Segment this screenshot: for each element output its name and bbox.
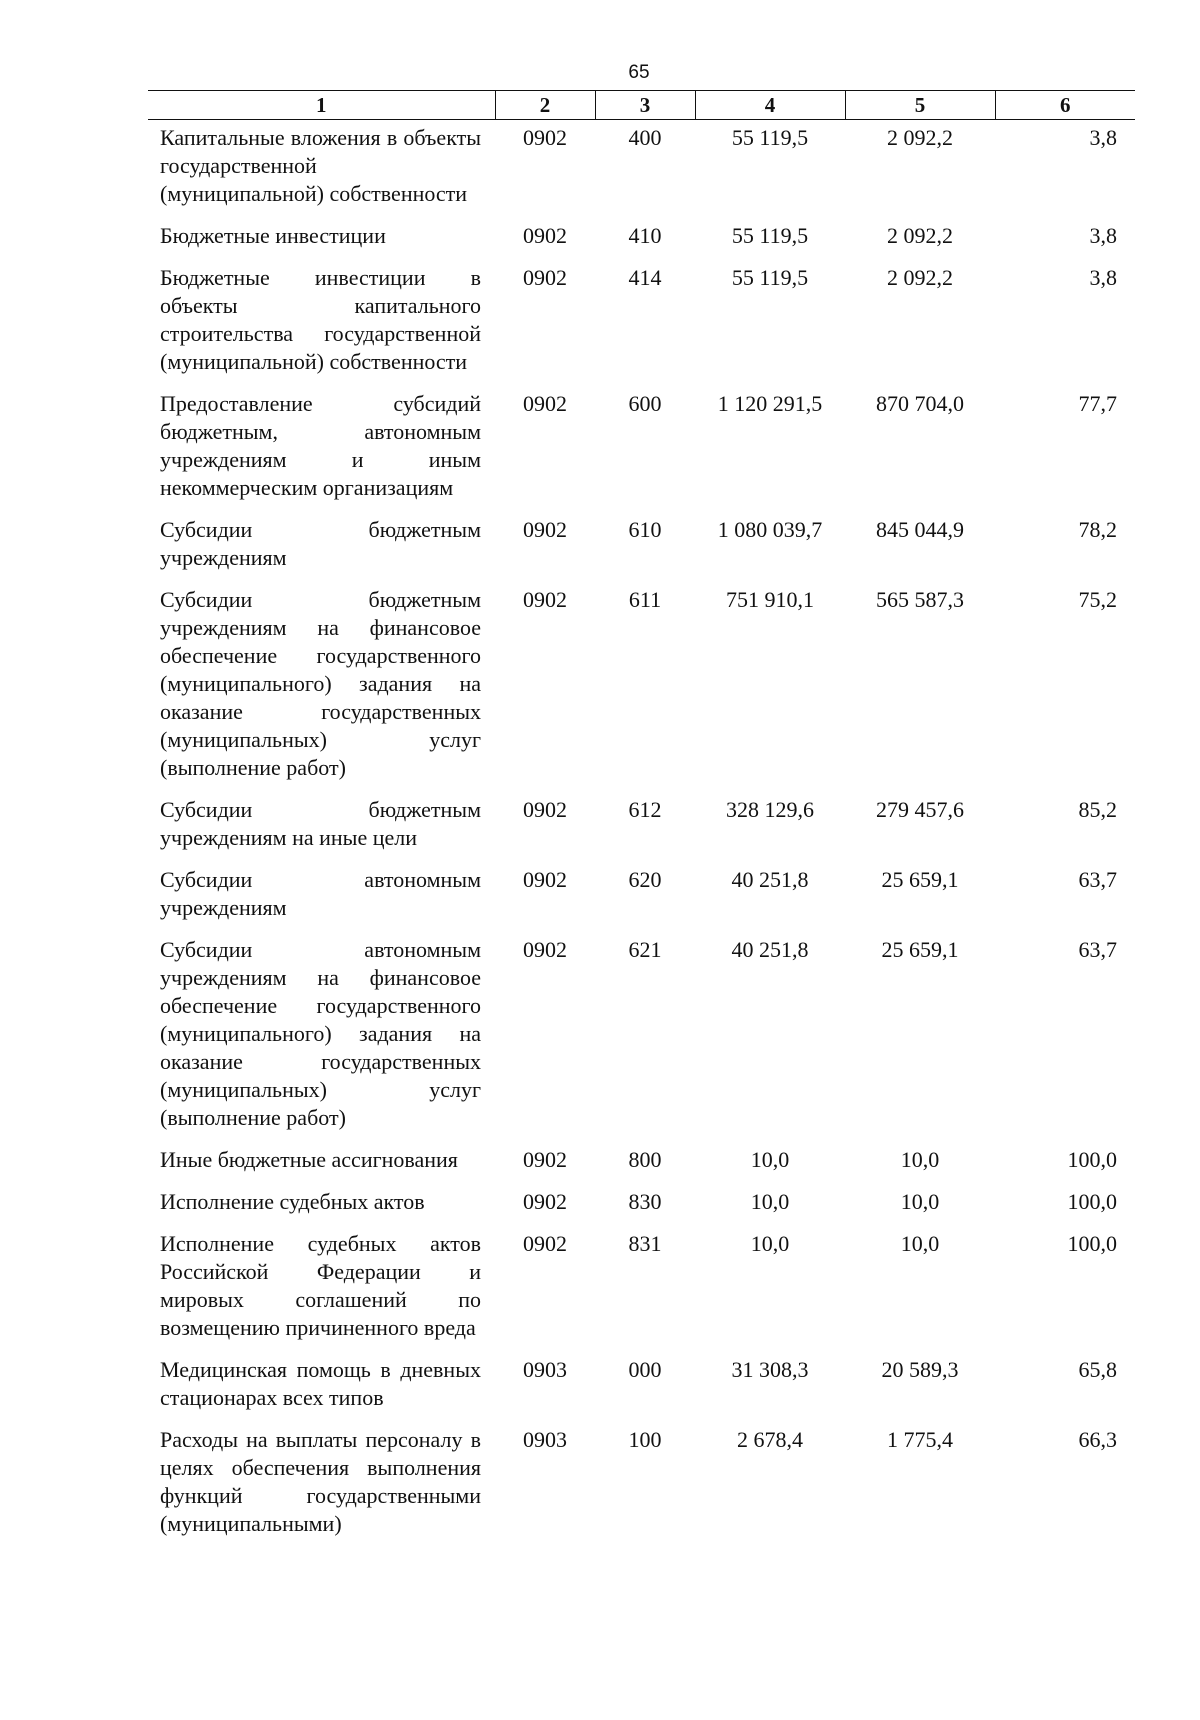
table-row [148, 1426, 1135, 1552]
row-executed: 25 659,1 [881, 937, 959, 962]
row-percent: 3,8 [1089, 265, 1117, 290]
row-name: Субсидии бюджетным учреждениям [160, 517, 481, 570]
row-plan: 40 251,8 [731, 937, 809, 962]
header-col-4: 4 [695, 91, 845, 120]
page-number: 65 [628, 62, 650, 83]
row-section: 0902 [523, 1147, 567, 1172]
row-name: Субсидии автономным учреждениям [160, 867, 481, 920]
row-code: 831 [628, 1231, 662, 1256]
row-plan: 10,0 [750, 1189, 790, 1214]
row-percent: 65,8 [1078, 1357, 1117, 1382]
row-percent: 3,8 [1089, 125, 1117, 150]
table-row [148, 516, 1135, 586]
row-section: 0902 [523, 265, 567, 290]
row-name: Капитальные вложения в объекты государственной (муниципальной) собственности [160, 125, 481, 206]
row-executed: 870 704,0 [876, 391, 964, 416]
row-plan: 10,0 [750, 1147, 790, 1172]
table-row [148, 1188, 1135, 1230]
header-col-1: 1 [148, 91, 495, 120]
row-percent: 3,8 [1089, 223, 1117, 248]
row-plan: 55 119,5 [731, 125, 809, 150]
row-code: 612 [628, 797, 662, 822]
row-executed: 279 457,6 [876, 797, 964, 822]
row-executed: 10,0 [900, 1189, 940, 1214]
row-code: 800 [628, 1147, 662, 1172]
row-executed: 1 775,4 [887, 1427, 953, 1452]
row-percent: 75,2 [1078, 587, 1117, 612]
table-row [148, 120, 1135, 223]
row-code: 400 [628, 125, 662, 150]
table-body [148, 120, 1135, 1553]
row-name: Медицинская помощь в дневных стационарах всех типов [160, 1357, 481, 1410]
row-percent: 85,2 [1078, 797, 1117, 822]
row-name: Субсидии бюджетным учреждениям на иные цели [160, 797, 481, 850]
header-col-2: 2 [495, 91, 595, 120]
row-section: 0902 [523, 517, 567, 542]
row-name: Иные бюджетные ассигнования [160, 1147, 458, 1172]
table-row [148, 866, 1135, 936]
row-section: 0902 [523, 1231, 567, 1256]
row-plan: 1 120 291,5 [717, 391, 823, 416]
table-row [148, 264, 1135, 390]
table-row [148, 936, 1135, 1146]
row-name: Бюджетные инвестиции в объекты капитального строительства государственной (муниципальной) собственности [160, 265, 481, 374]
header-col-6: 6 [995, 91, 1135, 120]
row-plan: 2 678,4 [737, 1427, 803, 1452]
row-executed: 20 589,3 [881, 1357, 959, 1382]
row-section: 0902 [523, 125, 567, 150]
row-section: 0902 [523, 391, 567, 416]
row-name: Исполнение судебных актов [160, 1189, 425, 1214]
row-executed: 2 092,2 [887, 265, 953, 290]
row-executed: 2 092,2 [887, 125, 953, 150]
table-row [148, 1146, 1135, 1188]
row-percent: 63,7 [1078, 937, 1117, 962]
row-code: 100 [628, 1427, 662, 1452]
row-name: Расходы на выплаты персоналу в целях обеспечения выполнения функций государственными (муниципальными) [160, 1427, 481, 1536]
row-executed: 10,0 [900, 1231, 940, 1256]
table-row [148, 796, 1135, 866]
row-executed: 845 044,9 [876, 517, 964, 542]
row-plan: 328 129,6 [726, 797, 814, 822]
row-plan: 40 251,8 [731, 867, 809, 892]
header-col-5: 5 [845, 91, 995, 120]
row-section: 0903 [523, 1427, 567, 1452]
row-plan: 751 910,1 [726, 587, 814, 612]
row-section: 0902 [523, 937, 567, 962]
row-plan: 55 119,5 [731, 223, 809, 248]
row-percent: 100,0 [1067, 1189, 1117, 1214]
row-plan: 55 119,5 [731, 265, 809, 290]
table-row [148, 586, 1135, 796]
row-section: 0902 [523, 223, 567, 248]
table-row [148, 1356, 1135, 1426]
row-name: Предоставление субсидий бюджетным, автономным учреждениям и иным некоммерческим организациям [160, 391, 481, 500]
row-plan: 1 080 039,7 [717, 517, 823, 542]
row-section: 0902 [523, 797, 567, 822]
row-section: 0902 [523, 587, 567, 612]
row-percent: 66,3 [1078, 1427, 1117, 1452]
row-code: 610 [628, 517, 662, 542]
row-section: 0902 [523, 1189, 567, 1214]
row-percent: 78,2 [1078, 517, 1117, 542]
row-executed: 25 659,1 [881, 867, 959, 892]
row-executed: 565 587,3 [876, 587, 964, 612]
row-code: 000 [628, 1357, 662, 1382]
table-row [148, 1230, 1135, 1356]
row-plan: 10,0 [750, 1231, 790, 1256]
row-code: 611 [628, 587, 662, 612]
row-percent: 100,0 [1067, 1231, 1117, 1256]
row-name: Субсидии автономным учреждениям на финансовое обеспечение государственного (муниципального) задания на оказание государственных (муниципальных) услуг (выполнение работ) [160, 937, 481, 1130]
table-row [148, 390, 1135, 516]
table-row [148, 222, 1135, 264]
row-percent: 77,7 [1078, 391, 1117, 416]
row-code: 414 [628, 265, 662, 290]
row-executed: 2 092,2 [887, 223, 953, 248]
row-name: Субсидии бюджетным учреждениям на финансовое обеспечение государственного (муниципального) задания на оказание государственных (муниципальных) услуг (выполнение работ) [160, 587, 481, 780]
row-code: 620 [628, 867, 662, 892]
row-code: 621 [628, 937, 662, 962]
header-col-3: 3 [595, 91, 695, 120]
budget-table [148, 90, 1135, 1552]
row-code: 410 [628, 223, 662, 248]
row-section: 0903 [523, 1357, 567, 1382]
row-percent: 63,7 [1078, 867, 1117, 892]
row-code: 600 [628, 391, 662, 416]
row-name: Исполнение судебных актов Российской Федерации и мировых соглашений по возмещению причиненного вреда [160, 1231, 481, 1340]
row-code: 830 [628, 1189, 662, 1214]
row-plan: 31 308,3 [731, 1357, 809, 1382]
row-name: Бюджетные инвестиции [160, 223, 386, 248]
row-executed: 10,0 [900, 1147, 940, 1172]
row-percent: 100,0 [1067, 1147, 1117, 1172]
row-section: 0902 [523, 867, 567, 892]
table-header-row [148, 91, 1135, 120]
